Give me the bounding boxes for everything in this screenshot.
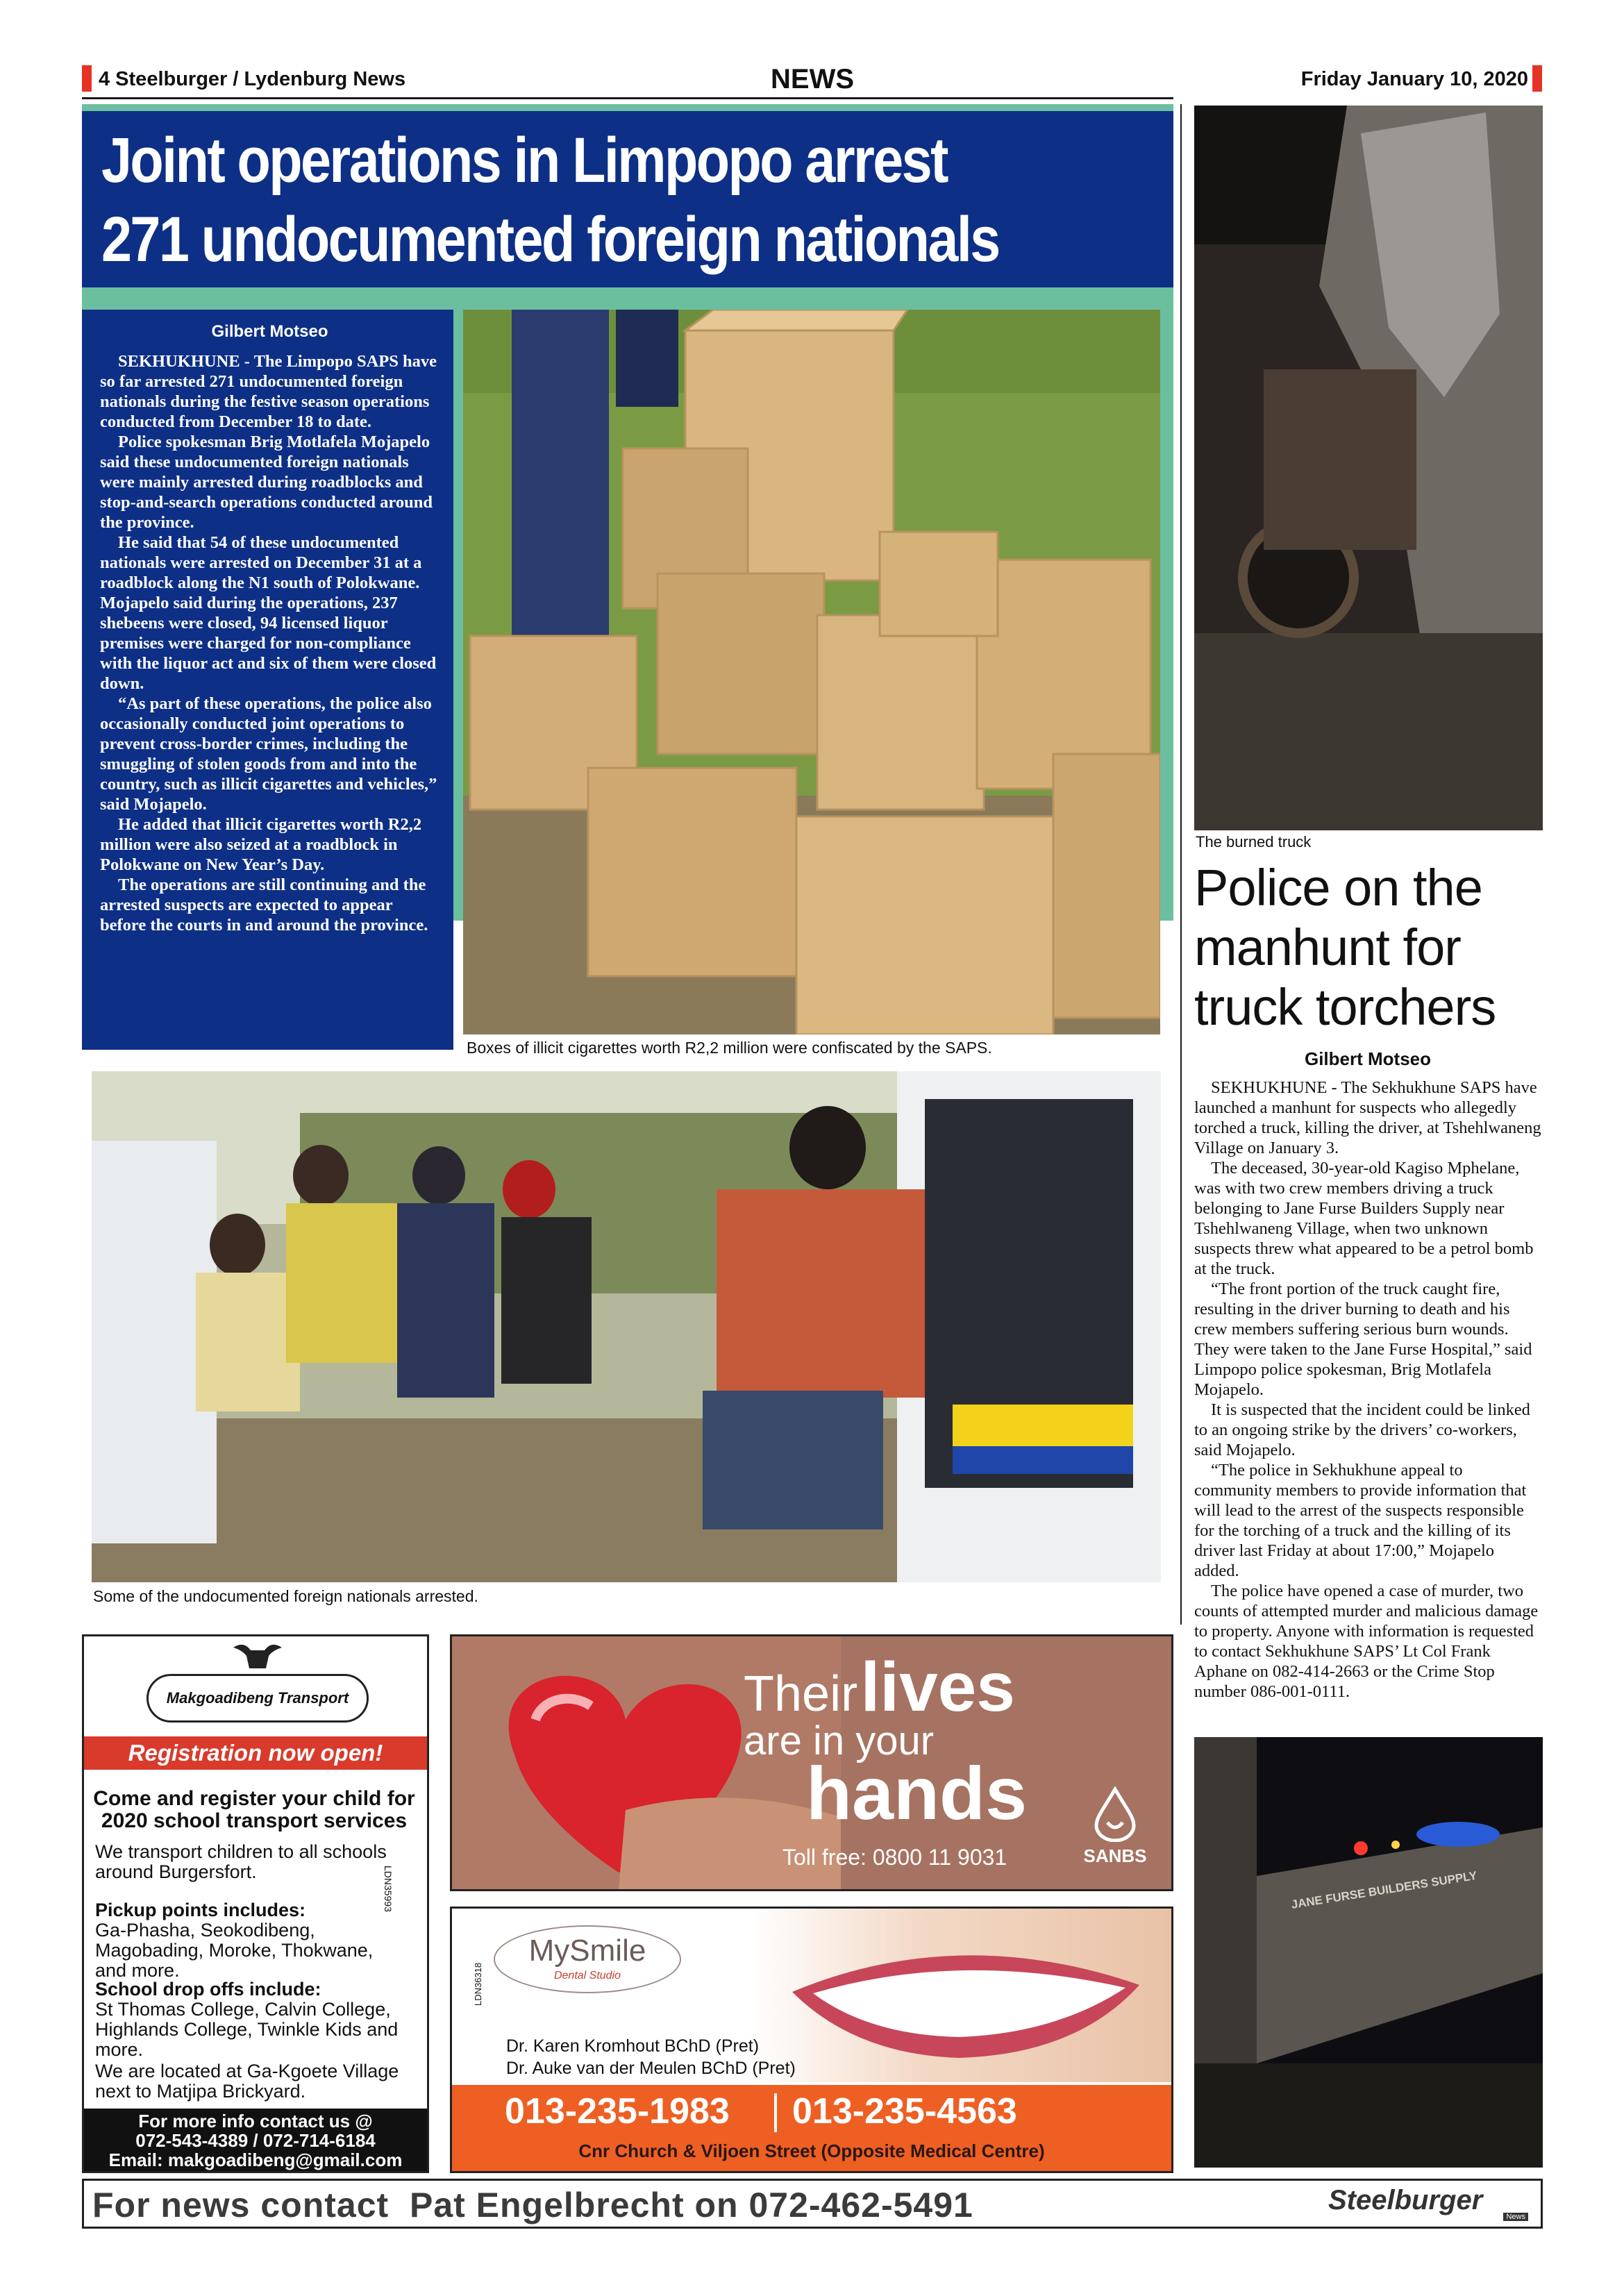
side-paragraph: It is suspected that the incident could be linked to an ongoing strike by the drivers’ co-workers, said Mojapelo. [1194, 1400, 1530, 1459]
makgoadibeng-intro: We transport children to all schools around Burgersfort. [95, 1841, 387, 1882]
sanbs-line2: are in your [744, 1718, 935, 1763]
mysmile-doctor-1: Dr. Karen Kromhout BChD (Pret) [506, 2036, 760, 2056]
headline-line-2: 271 undocumented foreign nationals [101, 204, 999, 275]
truck-sign: JANE FURSE BUILDERS SUPPLY [1290, 1868, 1478, 1911]
burned-truck-photo [1194, 106, 1543, 830]
side-paragraph: “The police in Sekhukhune appeal to community members to provide information that will lead to the arrest of the suspects responsible for the torching of a truck and the killing of its driver last Friday at about 17:00,” Mojapelo added. [1194, 1461, 1527, 1580]
main-paragraph: He added that illicit cigarettes worth R2,2 million were also seized at a roadblock in Polokwane on New Year’s Day. [100, 815, 422, 874]
main-paragraph: Police spokesman Brig Motlafela Mojapelo said these undocumented foreign nationals were mainly arrested during roadblocks and stop-and-search operations conducted around the province. [100, 433, 433, 532]
dropoff-title: School drop offs include: [95, 1979, 321, 2000]
sanbs-line1a: Their [744, 1666, 858, 1722]
column-divider [1180, 104, 1182, 1625]
header-rule [82, 97, 1173, 99]
bull-icon [230, 1641, 285, 1673]
sanbs-drop-icon [1091, 1786, 1139, 1842]
header-left-mark [82, 65, 92, 92]
burned-truck-caption: The burned truck [1196, 833, 1312, 850]
side-paragraph: “The front portion of the truck caught fire, resulting in the driver burning to death and his crew members suffering serious burn wounds. They were taken to the Jane Furse Hospital,” said Limpopo police spokesman, Brig Motlafela Mojapelo. [1194, 1280, 1532, 1399]
mysmile-logo [494, 1925, 681, 1993]
arrested-photo [92, 1071, 1161, 1582]
main-paragraph: The operations are still continuing and the arrested suspects are expected to appear before the courts in and around the province. [100, 875, 428, 935]
boxes-photo [463, 310, 1160, 1034]
sanbs-tollfree: Toll free: 0800 11 9031 [782, 1845, 1007, 1870]
main-paragraph: He said that 54 of these undocumented nationals were arrested on December 31 at a roadblock along the N1 south of Polokwane. Mojapelo said during the operations, 237 shebeens were closed, 94 licensed liquor premises were charged for non-compliance with the liquor act and six of them were closed down. [100, 533, 437, 693]
issue-date: Friday January 10, 2020 [1300, 68, 1528, 90]
mysmile-address: Cnr Church & Viljoen Street (Opposite Medical Centre) [578, 2140, 1045, 2161]
makgoadibeng-code: LDN35993 [383, 1866, 394, 1912]
sanbs-tagline [744, 1648, 1132, 1835]
makgoadibeng-ad [82, 1634, 429, 2173]
main-story-text-box [82, 310, 453, 1050]
mysmile-code: LDN36318 [473, 1962, 483, 2006]
mysmile-phone-2: 013-235-4563 [792, 2091, 1017, 2131]
sanbs-logo [1077, 1786, 1153, 1867]
side-byline: Gilbert Motseo [1304, 1048, 1431, 1069]
side-story-body [1194, 1078, 1541, 1702]
footer-brand: Steelburger [1328, 2185, 1483, 2215]
main-headline [82, 111, 1173, 287]
pickup-title: Pickup points includes: [95, 1900, 306, 1920]
page-folio: 4 Steelburger / Lydenburg News [99, 68, 406, 90]
makgoadibeng-logo [147, 1674, 369, 1723]
section-label: NEWS [771, 64, 854, 94]
sanbs-brand: SANBS [1083, 1845, 1147, 1866]
mysmile-ad [450, 1907, 1173, 2173]
side-headline-line: Police on the [1194, 859, 1482, 916]
sanbs-line3: hands [806, 1751, 1028, 1835]
mysmile-contact-bar [452, 2085, 1171, 2171]
side-headline-line: truck torchers [1194, 978, 1496, 1036]
mysmile-photo [751, 1909, 1171, 2082]
mysmile-doctor-2: Dr. Auke van der Meulen BChD (Pret) [506, 2059, 796, 2078]
contact-line-1: For more info contact us @ [138, 2111, 373, 2131]
boxes-photo-caption: Boxes of illicit cigarettes worth R2,2 million were confiscated by the SAPS. [467, 1039, 992, 1057]
mysmile-phone-1: 013-235-1983 [505, 2091, 730, 2131]
makgoadibeng-logo-text: Makgoadibeng Transport [166, 1689, 349, 1707]
main-paragraph: “As part of these operations, the police also occasionally conducted joint operations to prevent cross-border crimes, including the smuggling of stolen goods from and into the country, such as illicit cigarettes and vehicles,” said Mojapelo. [100, 694, 437, 814]
main-byline: Gilbert Motseo [211, 322, 328, 341]
side-paragraph: SEKHUKHUNE - The Sekhukhune SAPS have launched a manhunt for suspects who allegedly torched a truck, killing the driver, at Tshehlwaneng Village on January 3. [1194, 1078, 1541, 1157]
mysmile-phone-divider [774, 2093, 777, 2132]
side-paragraph: The deceased, 30-year-old Kagiso Mphelane, was with two crew members driving a truck belonging to Jane Furse Builders Supply near Tshehlwaneng Village, when two unknown suspects threw what appeared to be a petrol bomb at the truck. [1194, 1159, 1534, 1278]
makgoadibeng-location: We are located at Ga-Kgoete Village next to Matjipa Brickyard. [95, 2061, 399, 2102]
registration-banner: Registration now open! [84, 1736, 427, 1770]
pickup-text: Ga-Phasha, Seokodibeng, Magobading, Moroke, Thokwane, and more. [95, 1920, 374, 1981]
arrested-photo-caption: Some of the undocumented foreign nationals arrested. [93, 1587, 478, 1605]
headline-line-1: Joint operations in Limpopo arrest [101, 125, 947, 196]
contact-line-2: 072-543-4389 / 072-714-6184 [135, 2130, 376, 2151]
side-paragraph: The police have opened a case of murder, two counts of attempted murder and malicious damage to property. Anyone with information is requested to contact Sekhukhune SAPS’ Lt Col Frank Aphane on 082-414-2663 or the Crime Stop number 086-001-0111. [1194, 1582, 1539, 1701]
side-headline-line: manhunt for [1194, 919, 1461, 976]
side-headline [1194, 858, 1541, 1037]
main-paragraph: SEKHUKHUNE - The Limpopo SAPS have so far arrested 271 undocumented foreign nationals during the festive season operations conducted from December 18 to date. [100, 352, 437, 431]
mysmile-logo-sub: Dental Studio [553, 1970, 621, 1981]
sanbs-ad [450, 1634, 1173, 1891]
footer-bar [82, 2179, 1543, 2229]
mysmile-logo-text: MySmile [528, 1934, 646, 1968]
contact-line-3: Email: makgoadibeng@gmail.com [108, 2150, 403, 2170]
header-right-mark [1532, 65, 1542, 92]
sanbs-line1b: lives [860, 1648, 1015, 1726]
footer-brand-logo [1328, 2185, 1537, 2224]
truck-night-photo [1194, 1737, 1543, 2168]
main-story-body [100, 351, 440, 935]
makgoadibeng-heading: Come and register your child for 2020 school transport services [93, 1787, 415, 1832]
footer-brand-sub: News [1503, 2213, 1528, 2221]
dropoff-text: St Thomas College, Calvin College, Highlands College, Twinkle Kids and more. [95, 1999, 399, 2060]
footer-contact: For news contact Pat Engelbrecht on 072-462-5491 [92, 2186, 973, 2224]
makgoadibeng-contact-bar [84, 2109, 427, 2171]
